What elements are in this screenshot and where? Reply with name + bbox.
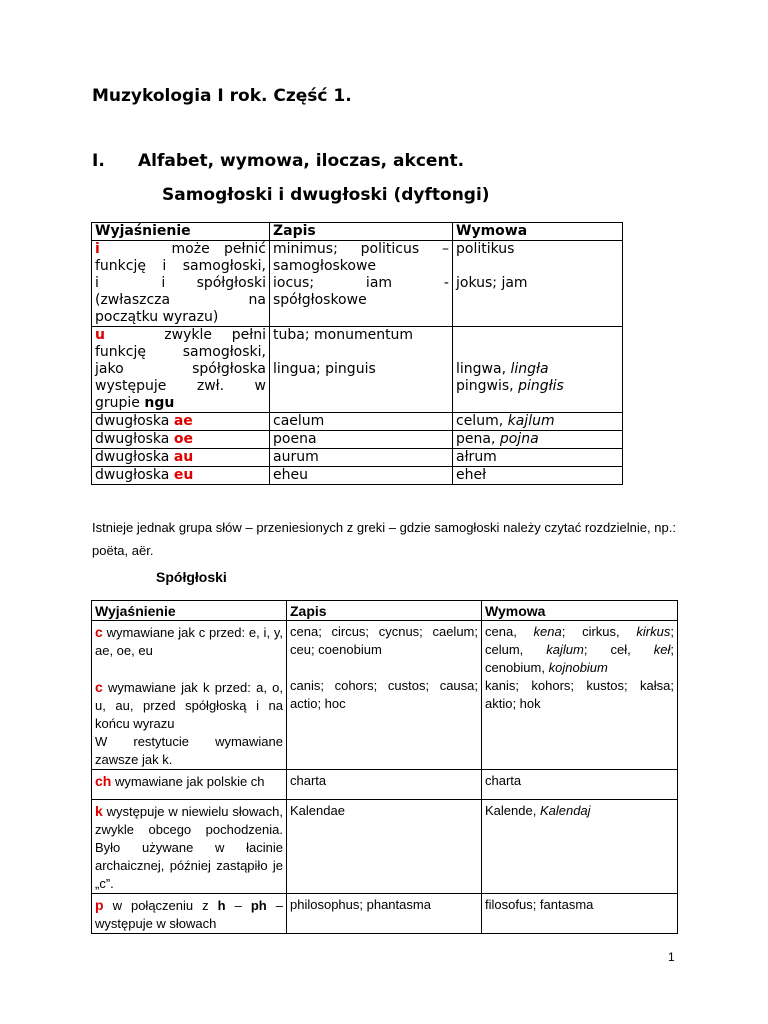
italic-fragment: pingłis [518,378,564,394]
text-line: (zwłaszcza na [95,292,266,308]
text-fragment: wymawiane jak polskie ch [114,774,265,789]
text-block [95,623,283,660]
italic-fragment: Kalendaj [539,803,591,818]
text-fragment: występuje w niewielu słowach, zwykle obcego pochodzenia. Było używane w łacinie archaicznej, później zastąpiło je „c”. [95,804,283,891]
italic-fragment: kena [533,624,562,639]
section-number: I. [92,151,105,171]
section-title: Alfabet, wymowa, iloczas, akcent. [138,151,465,171]
table-row [92,621,678,770]
notation-cell: eheu [270,467,453,485]
table-row [92,431,623,449]
pronunciation-cell: charta [482,770,678,800]
text-fragment: pingwis, [456,378,514,394]
table-row [92,770,678,800]
vowels-table [91,222,623,485]
text-line [95,327,266,344]
text-line [456,378,619,395]
explanation-cell [92,467,270,485]
column-header: Zapis [270,223,453,241]
pronunciation-cell: ałrum [453,449,623,467]
table-row [92,241,623,327]
table-row [92,327,623,413]
text-block: canis; cohors; custos; causa; actio; hoc [290,678,478,711]
explanation-cell [92,770,287,800]
notation-cell: charta [287,770,482,800]
text-fragment: celum, [456,413,504,429]
text-fragment: wymawiane jak c przed: e, i, y, ae, oe, eu [95,625,283,658]
text-fragment: Kalende, [485,803,537,818]
table-row [92,894,678,934]
text-line: tuba; monumentum [273,327,414,343]
text-fragment: i spółgłoski [161,275,267,291]
pronunciation-cell [453,327,623,413]
text-fragment: w połączeniu z [112,898,209,913]
text-block [485,623,674,677]
text-fragment: ; ceł, [583,642,631,657]
text-block [95,678,283,733]
notation-cell: poena [270,431,453,449]
text-fragment: dwugłoska [95,413,170,429]
text-fragment: dwugłoska [95,431,170,447]
column-header: Wyjaśnienie [92,601,287,621]
letter-highlight: i [95,241,100,257]
explanation-cell [92,800,287,894]
text-fragment: ; cenobium, [485,642,674,675]
table-row [92,800,678,894]
column-header: Zapis [287,601,482,621]
explanation-cell [92,621,287,770]
text-line: funkcję samogłoski, [95,344,266,360]
text-line: funkcję i samogłoski, [95,258,266,274]
text-line [95,241,266,258]
vowels-subtitle: Samogłoski i dwugłoski (dyftongi) [162,185,490,205]
text-block: cena; circus; cycnus; caelum; ceu; coenobium [290,624,478,657]
text-line: minimus; politicus – [273,241,449,257]
text-fragment: dwugłoska [95,449,170,465]
letter-highlight: p [95,897,104,913]
text-fragment: pena, [456,431,496,447]
bold-term: ngu [144,395,175,411]
italic-fragment: kirkus [636,624,671,639]
pronunciation-cell: filosofus; fantasma [482,894,678,934]
text-line: początku wyrazu) [95,309,219,325]
table-header-row [92,601,678,621]
bold-term: ph [250,898,267,913]
text-line: i i spółgłoski [95,275,267,291]
text-line: spółgłoskowe [273,292,367,308]
pronunciation-cell: eheł [453,467,623,485]
notation-cell [287,621,482,770]
text-fragment: lingwa, [456,361,507,377]
table-row [92,413,623,431]
text-fragment: ; celum, [485,624,674,657]
notation-cell [270,241,453,327]
text-fragment: – [234,898,242,913]
letter-highlight: k [95,803,103,819]
consonants-table [91,600,678,934]
explanation-cell [92,327,270,413]
pronunciation-cell [482,800,678,894]
text-line [95,395,266,412]
explanation-cell [92,413,270,431]
explanation-cell [92,431,270,449]
column-header: Wyjaśnienie [92,223,270,241]
notation-cell: aurum [270,449,453,467]
text-line: jokus; jam [456,275,528,291]
text-fragment: grupie [95,395,140,411]
notation-cell: Kalendae [287,800,482,894]
table-row [92,467,623,485]
italic-fragment: lingła [510,361,549,377]
pronunciation-cell [482,621,678,770]
explanation-cell [92,241,270,327]
greek-words-paragraph: Istnieje jednak grupa słów – przeniesionych z greki – gdzie samogłoski należy czytać rozdzielnie, np.: poëta, aër. [92,520,676,558]
table-row [92,449,623,467]
text-fragment: zwykle pełni [164,327,266,343]
text-line: występuje zwł. w [95,378,266,394]
pronunciation-cell [453,413,623,431]
text-line: lingua; pinguis [273,361,376,377]
italic-fragment: pojna [499,431,539,447]
letter-highlight: u [95,327,105,343]
letter-highlight: oe [173,431,193,447]
notation-cell: caelum [270,413,453,431]
notation-cell: philosophus; phantasma [287,894,482,934]
italic-fragment: kajlum [546,642,584,657]
text-line: samogłoskowe [273,258,377,274]
text-line: iocus; iam - [273,275,449,291]
consonants-subtitle: Spółgłoski [156,569,227,585]
pronunciation-cell [453,431,623,449]
text-line [456,361,619,378]
notation-cell [270,327,453,413]
text-fragment: cena, [485,624,517,639]
document-title: Muzykologia I rok. Część 1. [92,86,352,106]
letter-highlight: c [95,624,103,640]
text-line: jako spółgłoska [95,361,266,377]
italic-fragment: keł [653,642,671,657]
text-fragment: ; cirkus, [561,624,620,639]
letter-highlight: c [95,679,103,695]
bold-term: h [217,898,226,913]
text-fragment: może pełnić [171,241,266,257]
italic-fragment: kojnobium [548,660,608,675]
letter-highlight: ch [95,773,112,789]
page-number: 1 [668,950,675,964]
text-line: politikus [456,241,515,257]
text-fragment: dwugłoska [95,467,170,483]
explanation-cell [92,449,270,467]
letter-highlight: au [173,449,194,465]
column-header: Wymowa [453,223,623,241]
explanation-cell [92,894,287,934]
italic-fragment: kajlum [507,413,555,429]
table-header-row [92,223,623,241]
letter-highlight: eu [173,467,194,483]
letter-highlight: ae [173,413,193,429]
text-fragment: – występuje w słowach [95,898,283,931]
text-block: W restytucie wymawiane zawsze jak k. [95,734,283,767]
text-fragment: wymawiane jak k przed: a, o, u, au, przed spółgłoską i na końcu wyrazu [95,680,283,731]
column-header: Wymowa [482,601,678,621]
text-block: kanis; kohors; kustos; kałsa; aktio; hok [485,678,674,711]
pronunciation-cell [453,241,623,327]
